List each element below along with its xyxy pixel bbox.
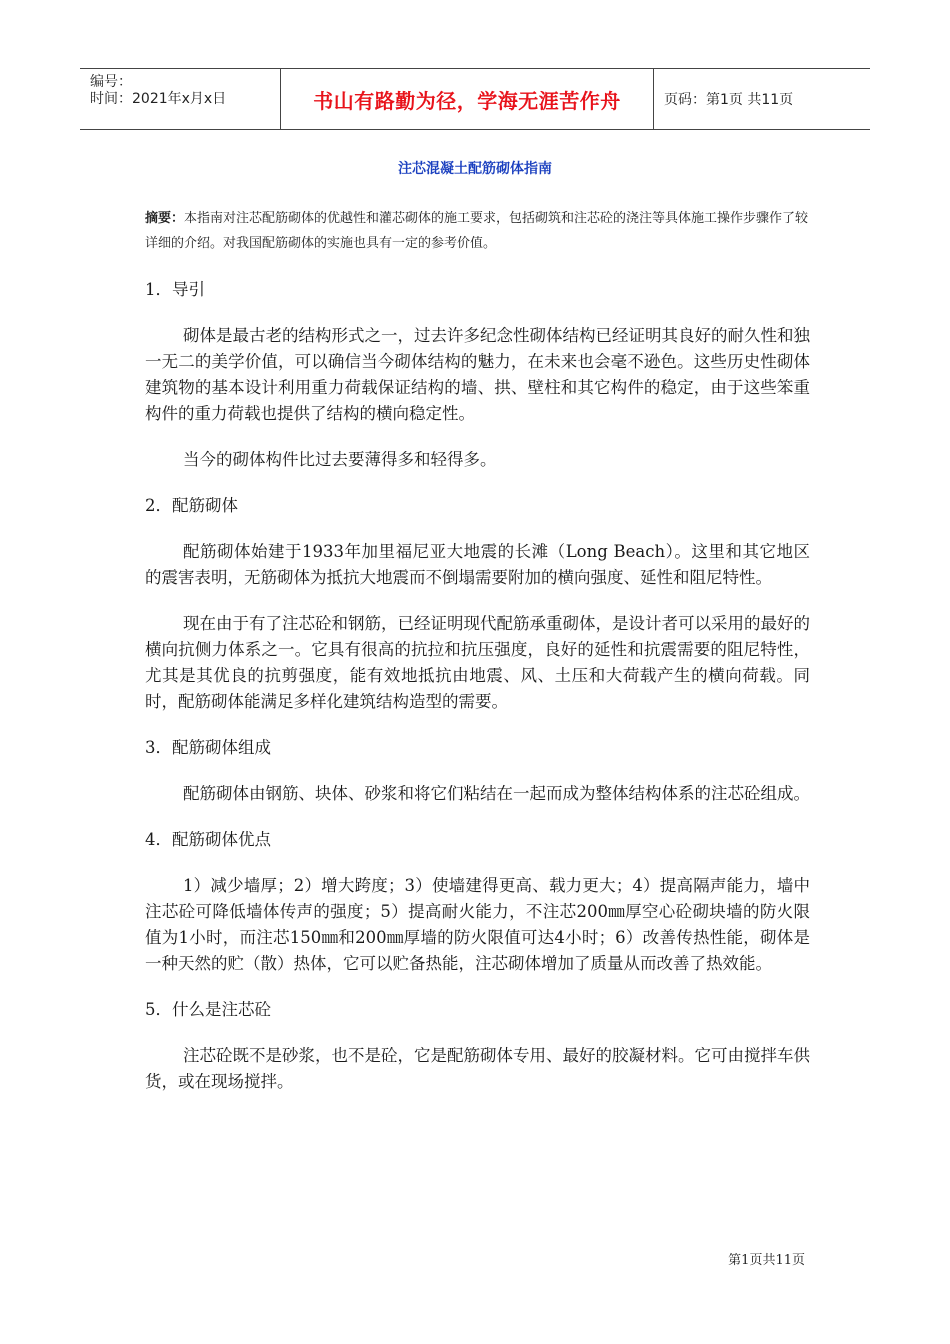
abstract-text: 本指南对注芯配筋砌体的优越性和灌芯砌体的施工要求，包括砌筑和注芯砼的浇注等具体施工操作步骤作了较详细的介绍。对我国配筋砌体的实施也具有一定的参考价值。 [145, 211, 809, 251]
paragraph: 配筋砌体由钢筋、块体、砂浆和将它们粘结在一起而成为整体结构体系的注芯砼组成。 [182, 784, 810, 803]
document-body [145, 277, 810, 1115]
abstract [145, 206, 810, 256]
paragraph: 配筋砌体始建于1933年加里福尼亚大地震的长滩（Long Beach）。这里和其它地区的震害表明，无筋砌体为抵抗大地震而不倒塌需要附加的横向强度、延性和阻尼特性。 [145, 542, 810, 587]
paragraph: 1）减少墙厚；2）增大跨度；3）使墙建得更高、载力更大；4）提高隔声能力，墙中注芯砼可降低墙体传声的强度；5）提高耐火能力，不注芯200㎜厚空心砼砌块墙的防火限值为1小时，而注芯150㎜和200㎜厚墙的防火限值可达4小时；6）改善传热性能，砌体是一种天然的贮（散）热体，它可以贮备热能，注芯砌体增加了质量从而改善了热效能。 [145, 876, 810, 973]
section-heading: 5．什么是注芯砼 [145, 1000, 271, 1019]
section-heading: 4．配筋砌体优点 [145, 830, 271, 849]
paragraph: 砌体是最古老的结构形式之一，过去许多纪念性砌体结构已经证明其良好的耐久性和独一无二的美学价值，可以确信当今砌体结构的魅力，在未来也会毫不逊色。这些历史性砌体建筑物的基本设计利用重力荷载保证结构的墙、拱、壁柱和其它构件的稳定，由于这些笨重构件的重力荷载也提供了结构的横向稳定性。 [145, 326, 810, 423]
paragraph: 注芯砼既不是砂浆，也不是砼，它是配筋砌体专用、最好的胶凝材料。它可由搅拌车供货，或在现场搅拌。 [145, 1046, 810, 1091]
page-footer: 第1页共11页 [728, 1253, 805, 1268]
paragraph: 现在由于有了注芯砼和钢筋，已经证明现代配筋承重砌体，是设计者可以采用的最好的横向抗侧力体系之一。它具有很高的抗拉和抗压强度，良好的延性和抗震需要的阻尼特性，尤其是其优良的抗剪强度，能有效地抵抗由地震、风、土压和大荷载产生的横向荷载。同时，配筋砌体能满足多样化建筑结构造型的需要。 [145, 614, 810, 711]
document-title: 注芯混凝土配筋砌体指南 [398, 161, 552, 177]
paragraph: 当今的砌体构件比过去要薄得多和轻得多。 [182, 450, 497, 469]
header-page-info: 页码：第1页 共11页 [664, 92, 794, 108]
section-heading: 2．配筋砌体 [145, 496, 238, 515]
header-motto: 书山有路勤为径，学海无涯苦作舟 [281, 69, 654, 129]
abstract-label: 摘要： [145, 211, 185, 226]
date-line: 时间：2021年x月x日 [90, 91, 227, 107]
section-heading: 3．配筋砌体组成 [145, 738, 271, 757]
section-heading: 1．导引 [145, 280, 205, 299]
number-label: 编号： [90, 74, 132, 90]
page-header [80, 68, 870, 130]
header-meta-cell [80, 69, 281, 129]
